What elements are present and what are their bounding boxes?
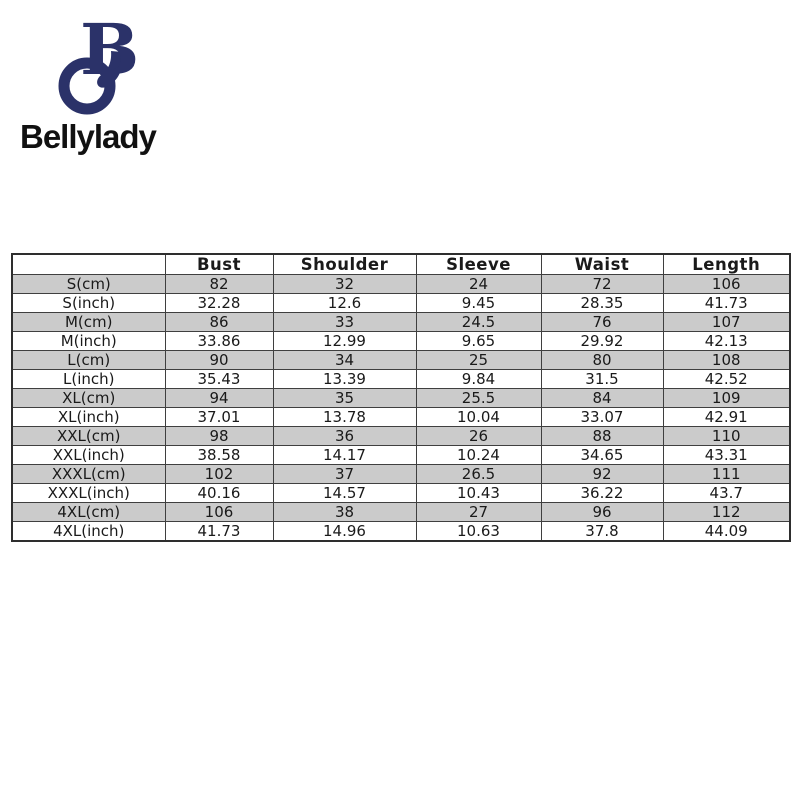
table-header-row [12, 254, 790, 275]
cell: 13.78 [273, 408, 416, 427]
cell: 25 [416, 351, 541, 370]
cell: 24.5 [416, 313, 541, 332]
row-label: XL(inch) [12, 408, 165, 427]
cell: 24 [416, 275, 541, 294]
row-label: S(cm) [12, 275, 165, 294]
cell: 13.39 [273, 370, 416, 389]
cell: 37 [273, 465, 416, 484]
cell: 31.5 [541, 370, 663, 389]
cell: 10.24 [416, 446, 541, 465]
row-label: XL(cm) [12, 389, 165, 408]
table-row [12, 275, 790, 294]
cell: 35 [273, 389, 416, 408]
row-label: XXL(inch) [12, 446, 165, 465]
cell: 32.28 [165, 294, 273, 313]
cell: 42.91 [663, 408, 790, 427]
cell: 102 [165, 465, 273, 484]
cell: 41.73 [165, 522, 273, 542]
cell: 88 [541, 427, 663, 446]
table-row [12, 427, 790, 446]
cell: 14.57 [273, 484, 416, 503]
cell: 112 [663, 503, 790, 522]
cell: 25.5 [416, 389, 541, 408]
cell: 80 [541, 351, 663, 370]
cell: 94 [165, 389, 273, 408]
row-label: M(cm) [12, 313, 165, 332]
cell: 33 [273, 313, 416, 332]
table-row [12, 313, 790, 332]
cell: 35.43 [165, 370, 273, 389]
cell: 96 [541, 503, 663, 522]
table-row [12, 503, 790, 522]
cell: 26.5 [416, 465, 541, 484]
table-row [12, 370, 790, 389]
cell: 36 [273, 427, 416, 446]
cell: 12.99 [273, 332, 416, 351]
cell: 14.96 [273, 522, 416, 542]
cell: 84 [541, 389, 663, 408]
cell: 38 [273, 503, 416, 522]
cell: 36.22 [541, 484, 663, 503]
cell: 32 [273, 275, 416, 294]
cell: 33.07 [541, 408, 663, 427]
cell: 28.35 [541, 294, 663, 313]
row-label: 4XL(inch) [12, 522, 165, 542]
cell: 42.52 [663, 370, 790, 389]
cell: 106 [165, 503, 273, 522]
cell: 106 [663, 275, 790, 294]
cell: 12.6 [273, 294, 416, 313]
size-chart-table [11, 253, 791, 542]
cell: 86 [165, 313, 273, 332]
header-cell-shoulder: Shoulder [273, 254, 416, 275]
cell: 110 [663, 427, 790, 446]
table-row [12, 522, 790, 542]
brand-monogram-icon [50, 16, 175, 116]
size-table-body [12, 275, 790, 542]
header-cell-size [12, 254, 165, 275]
cell: 98 [165, 427, 273, 446]
brand-name: Bellylady [20, 118, 156, 155]
cell: 9.45 [416, 294, 541, 313]
table-row [12, 408, 790, 427]
row-label: S(inch) [12, 294, 165, 313]
header-cell-bust: Bust [165, 254, 273, 275]
cell: 38.58 [165, 446, 273, 465]
svg-text:B: B [80, 16, 140, 91]
table-row [12, 465, 790, 484]
cell: 26 [416, 427, 541, 446]
cell: 10.63 [416, 522, 541, 542]
row-label: XXXL(cm) [12, 465, 165, 484]
cell: 44.09 [663, 522, 790, 542]
table-row [12, 332, 790, 351]
row-label: M(inch) [12, 332, 165, 351]
cell: 107 [663, 313, 790, 332]
cell: 29.92 [541, 332, 663, 351]
cell: 10.43 [416, 484, 541, 503]
cell: 72 [541, 275, 663, 294]
cell: 76 [541, 313, 663, 332]
table-row [12, 446, 790, 465]
table-row [12, 294, 790, 313]
cell: 90 [165, 351, 273, 370]
cell: 37.01 [165, 408, 273, 427]
cell: 33.86 [165, 332, 273, 351]
header-cell-waist: Waist [541, 254, 663, 275]
cell: 43.7 [663, 484, 790, 503]
cell: 40.16 [165, 484, 273, 503]
cell: 9.65 [416, 332, 541, 351]
cell: 109 [663, 389, 790, 408]
cell: 27 [416, 503, 541, 522]
cell: 14.17 [273, 446, 416, 465]
cell: 41.73 [663, 294, 790, 313]
cell: 111 [663, 465, 790, 484]
cell: 34.65 [541, 446, 663, 465]
cell: 10.04 [416, 408, 541, 427]
cell: 108 [663, 351, 790, 370]
row-label: L(cm) [12, 351, 165, 370]
cell: 42.13 [663, 332, 790, 351]
table-row [12, 389, 790, 408]
cell: 37.8 [541, 522, 663, 542]
table-row [12, 351, 790, 370]
row-label: XXL(cm) [12, 427, 165, 446]
cell: 9.84 [416, 370, 541, 389]
cell: 43.31 [663, 446, 790, 465]
row-label: XXXL(inch) [12, 484, 165, 503]
row-label: L(inch) [12, 370, 165, 389]
row-label: 4XL(cm) [12, 503, 165, 522]
size-chart [11, 253, 789, 542]
cell: 82 [165, 275, 273, 294]
brand-logo [20, 16, 210, 156]
header-cell-sleeve: Sleeve [416, 254, 541, 275]
cell: 34 [273, 351, 416, 370]
cell: 92 [541, 465, 663, 484]
table-row [12, 484, 790, 503]
header-cell-length: Length [663, 254, 790, 275]
